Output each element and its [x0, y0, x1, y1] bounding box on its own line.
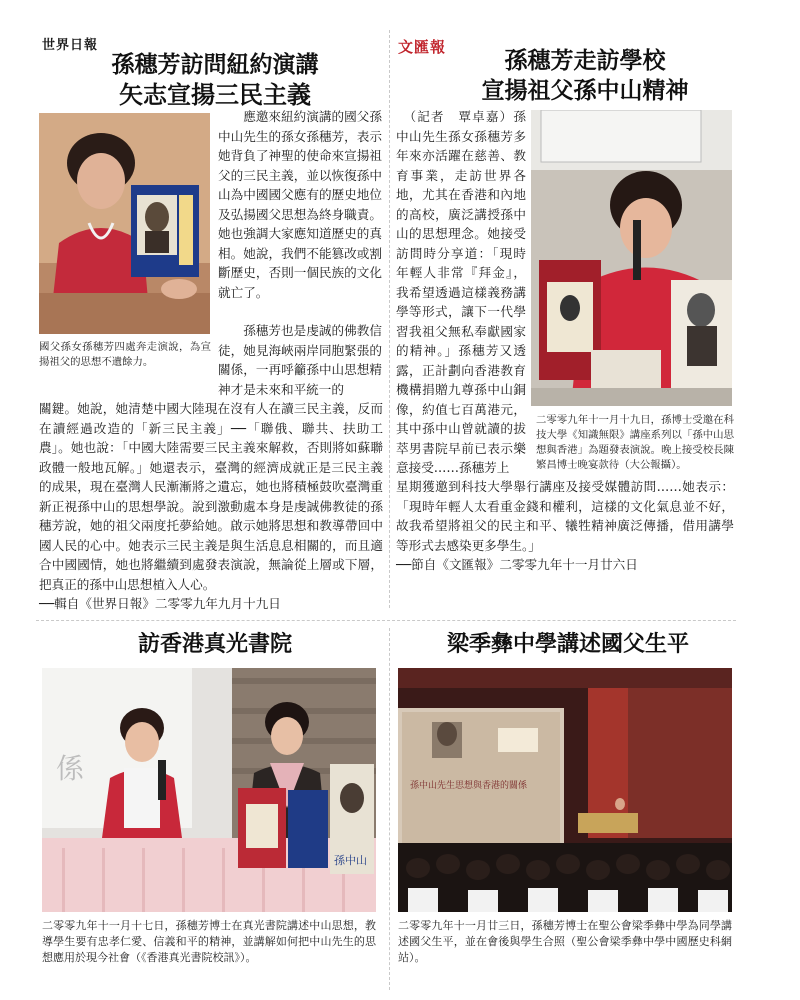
article1-body-top [218, 107, 382, 321]
section4-title: 梁季彝中學講述國父生平 [446, 632, 689, 657]
section3-photo-caption: 二零零九年十一月十七日，孫穗芳博士在真光書院講述中山思想，教導學生要有忠孝仁愛、信義和平的精神，並講解如何把中山先生的思想應用於現今社會（《香港真光書院校訊》）。 [42, 919, 376, 964]
article1-body-bottom [39, 399, 383, 614]
svg-text:係: 係 [56, 752, 85, 785]
article2-photo [531, 110, 732, 406]
article1-title-line1: 孫穗芳訪問紐約演講 [111, 52, 319, 78]
section4-photo [398, 668, 732, 912]
article2-photo-caption: 二零零九年十一月十九日，孫博士受邀在科技大學《知識無限》講座系列以「孫中山思想與香港」為題發表演說。晚上接受校長陳繁昌博士晚宴款待（大公報攝）。 [536, 414, 734, 471]
article1-photo [39, 113, 210, 334]
article2-body-left [396, 107, 526, 477]
column-divider-bottom [389, 628, 390, 990]
section4-screen-text: 孫中山先生思想與香港的關係 [410, 781, 528, 791]
article1-title [40, 50, 390, 110]
section3-photo [42, 668, 376, 912]
article1-body-mid [218, 321, 382, 399]
article2-title-line1: 孫穗芳走訪學校 [504, 48, 666, 74]
article2-source: ──節自《文匯報》二零零九年十一月廿六日 [396, 557, 638, 572]
section3-title: 訪香港真光書院 [137, 632, 292, 657]
section4-photo-caption: 二零零九年十一月廿三日，孫穗芳博士在聖公會梁季彝中學為同學講述國父生平，並在會後與學生合照（聖公會梁季彝中學中國歷史科網站）。 [398, 919, 732, 964]
article1-source: ──輯自《世界日報》二零零九年九月十九日 [39, 596, 281, 611]
article2-title-line2: 宣揚祖父孫中山精神 [481, 78, 689, 104]
masthead-wen-wei-po: 文匯報 [398, 38, 447, 56]
article2-paragraph-start: （記者 覃卓嘉）孫中山先生孫女孫穗芳多年來亦活躍在慈善、教育事業，走訪世界各地，尤其在香港和內地的高校，廣泛講授孫中山的思想理念。她接受訪問時分享道：「現時年輕人非常『拜金』，我希望透過這樣義務講學等形式，讓下一代學習我祖父無私奉獻國家的精神。」孫穗芳又透露，正計劃向香港教育機構捐贈九尊孫中山銅像，約值七百萬港元，其中孫中山曾就讀的拔萃男書院早前已表示樂意接受……孫穗芳上 [396, 109, 526, 475]
article1-title-line2: 矢志宣揚三民主義 [119, 81, 311, 109]
article1-paragraph-2-start: 孫穗芳也是虔誠的佛教信徒，她見海峽兩岸同胞緊張的關係，一再呼籲孫中山思想精神才是未來和平統一的 [218, 323, 382, 397]
article1-photo-caption: 國父孫女孫穗芳四處奔走演說，為宣揚祖父的思想不遺餘力。 [39, 341, 211, 368]
row-divider [36, 620, 736, 621]
article1-paragraph-1: 應邀來紐約演講的國父孫中山先生的孫女孫穗芳，表示她背負了神聖的使命來宣揚祖父的三民主義，並以恢復孫中山為中國國父應有的歷史地位及弘揚國父思想為終身職責。她也強調大家應知道歷史的真相。她說，我們不能篡改或割斷歷史，否則一個民族的文化就亡了。 [218, 109, 382, 300]
masthead-world-journal: 世界日報 [42, 38, 99, 53]
column-divider-top [389, 30, 390, 608]
section3-photo-banner-text: 孫中山 [334, 854, 367, 867]
article2-paragraph-cont: 星期獲邀到科技大學舉行講座及接受媒體訪問……她表示：「現時年輕人太看重金錢和權利，這樣的文化氣息並不好，故我希望將祖父的民主和平、犧牲精神廣泛傳播，借用講學等形式去感染更多學生。」 [396, 479, 734, 553]
article2-body-bottom [396, 477, 734, 575]
article2-title [420, 46, 750, 106]
article1-paragraph-2-cont: 關鍵。她說，她清楚中國大陸現在沒有人在讀三民主義，反而在讀經過改造的「新三民主義」──「聯俄、聯共、扶助工農」。她也說：「中國大陸需要三民主義來解救，否則將如蘇聯政體一般地瓦解。」她還表示，臺灣的經濟成就正是三民主義的成果，現在臺灣人民漸漸將之遺忘，她也將積極鼓吹臺灣重新正視孫中山的思想學說。說到激動處本身是虔誠佛教徒的孫穗芳說，她的祖父兩度托夢給她。啟示她將思想和教導帶回中國人民的心中。她表示三民主義是與生活息息相關的，而且適合中國國情，她也將繼續到處發表演說，無論從上層或下層，把真正的孫中山思想植入人心。 [39, 401, 383, 592]
